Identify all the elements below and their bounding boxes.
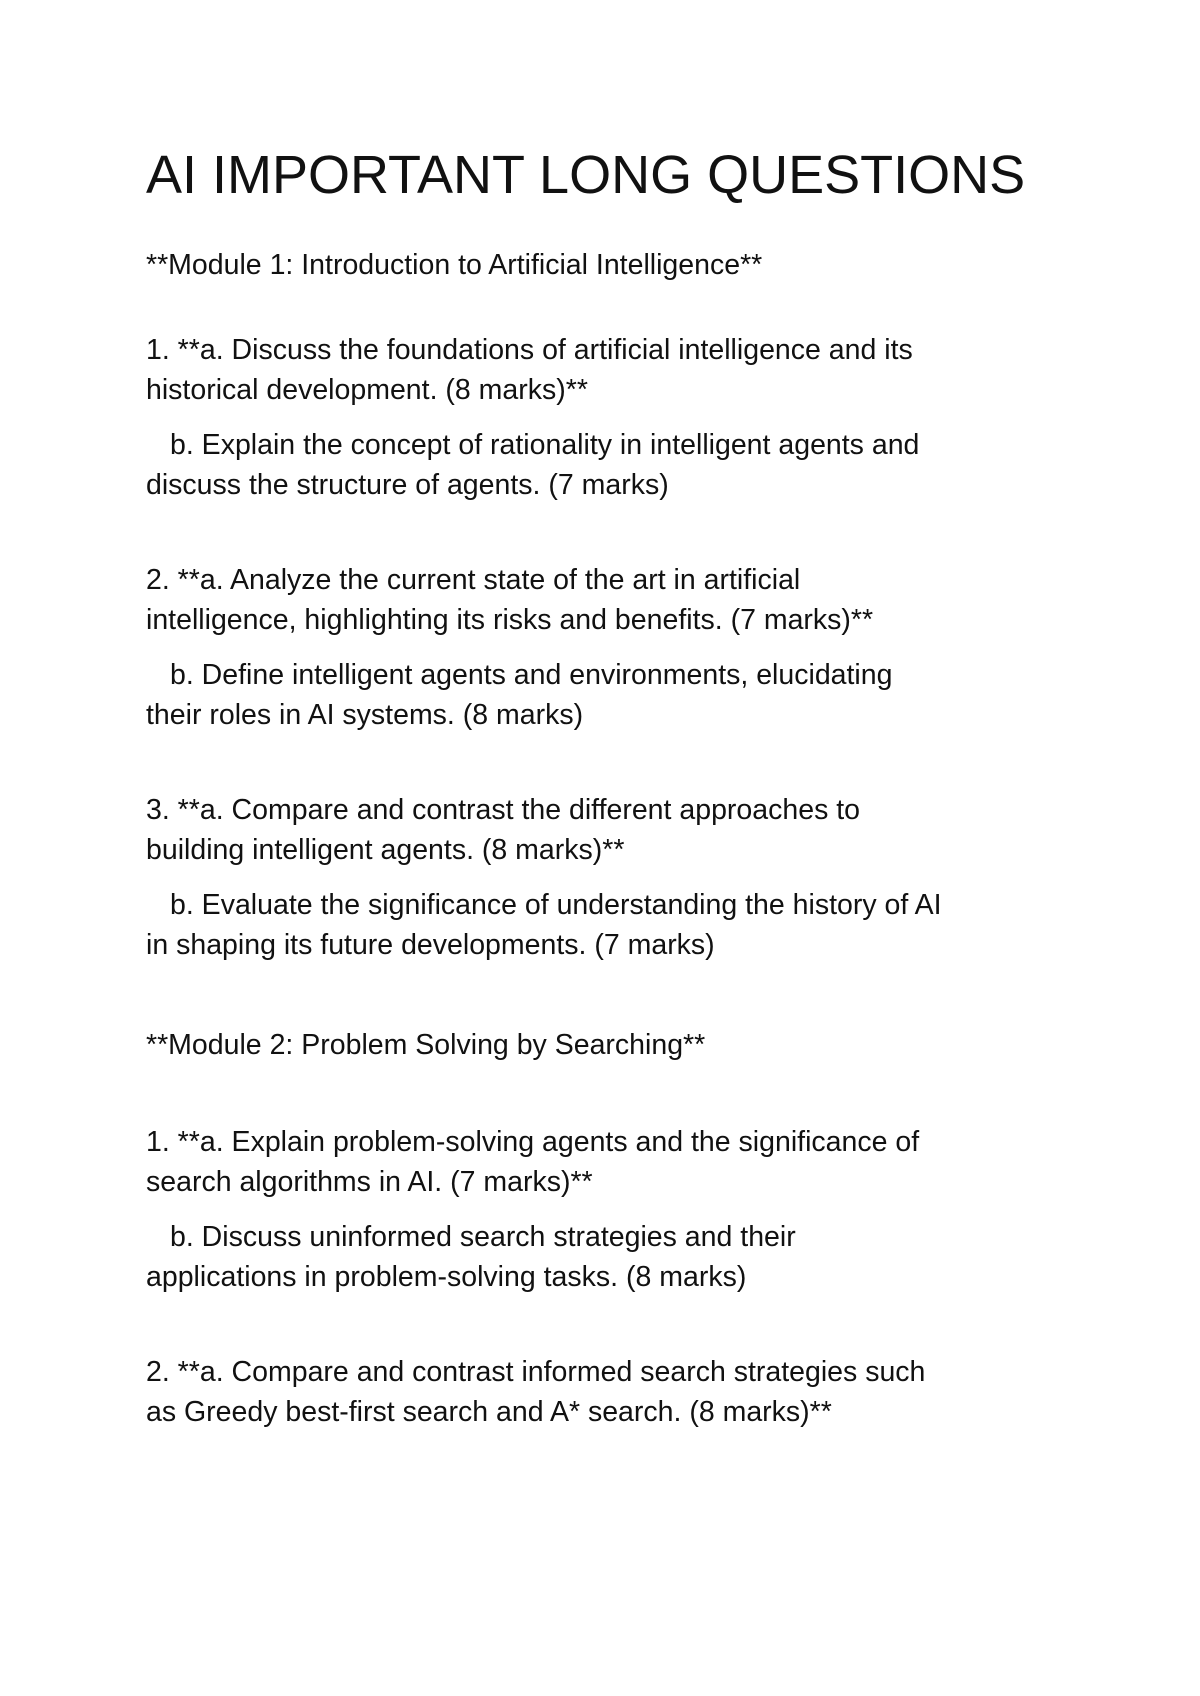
question-line: discuss the structure of agents. (7 marks) bbox=[146, 469, 669, 501]
module-heading: **Module 1: Introduction to Artificial Intelligence** bbox=[146, 249, 763, 281]
question-line: b. Define intelligent agents and environments, elucidating bbox=[170, 659, 893, 691]
question-line: building intelligent agents. (8 marks)** bbox=[146, 834, 625, 866]
question-line: 2. **a. Compare and contrast informed search strategies such bbox=[146, 1356, 926, 1388]
question-line: historical development. (8 marks)** bbox=[146, 374, 588, 406]
question-line: in shaping its future developments. (7 marks) bbox=[146, 929, 715, 961]
question-line: 1. **a. Discuss the foundations of artificial intelligence and its bbox=[146, 334, 913, 366]
question-line: 1. **a. Explain problem-solving agents and the significance of bbox=[146, 1126, 920, 1158]
question-line: 3. **a. Compare and contrast the different approaches to bbox=[146, 794, 861, 826]
module-heading: **Module 2: Problem Solving by Searching** bbox=[146, 1029, 706, 1061]
question-line: intelligence, highlighting its risks and benefits. (7 marks)** bbox=[146, 604, 874, 636]
question-line: b. Explain the concept of rationality in intelligent agents and bbox=[170, 429, 920, 461]
question-line: 2. **a. Analyze the current state of the art in artificial bbox=[146, 564, 801, 596]
document-title: AI IMPORTANT LONG QUESTIONS bbox=[146, 145, 1026, 205]
question-line: their roles in AI systems. (8 marks) bbox=[146, 699, 584, 731]
question-line: b. Discuss uninformed search strategies and their bbox=[170, 1221, 796, 1253]
question-line: as Greedy best-first search and A* search. (8 marks)** bbox=[146, 1396, 832, 1428]
question-line: search algorithms in AI. (7 marks)** bbox=[146, 1166, 593, 1198]
question-line: b. Evaluate the significance of understanding the history of AI bbox=[170, 889, 942, 921]
question-line: applications in problem-solving tasks. (8 marks) bbox=[146, 1261, 747, 1293]
